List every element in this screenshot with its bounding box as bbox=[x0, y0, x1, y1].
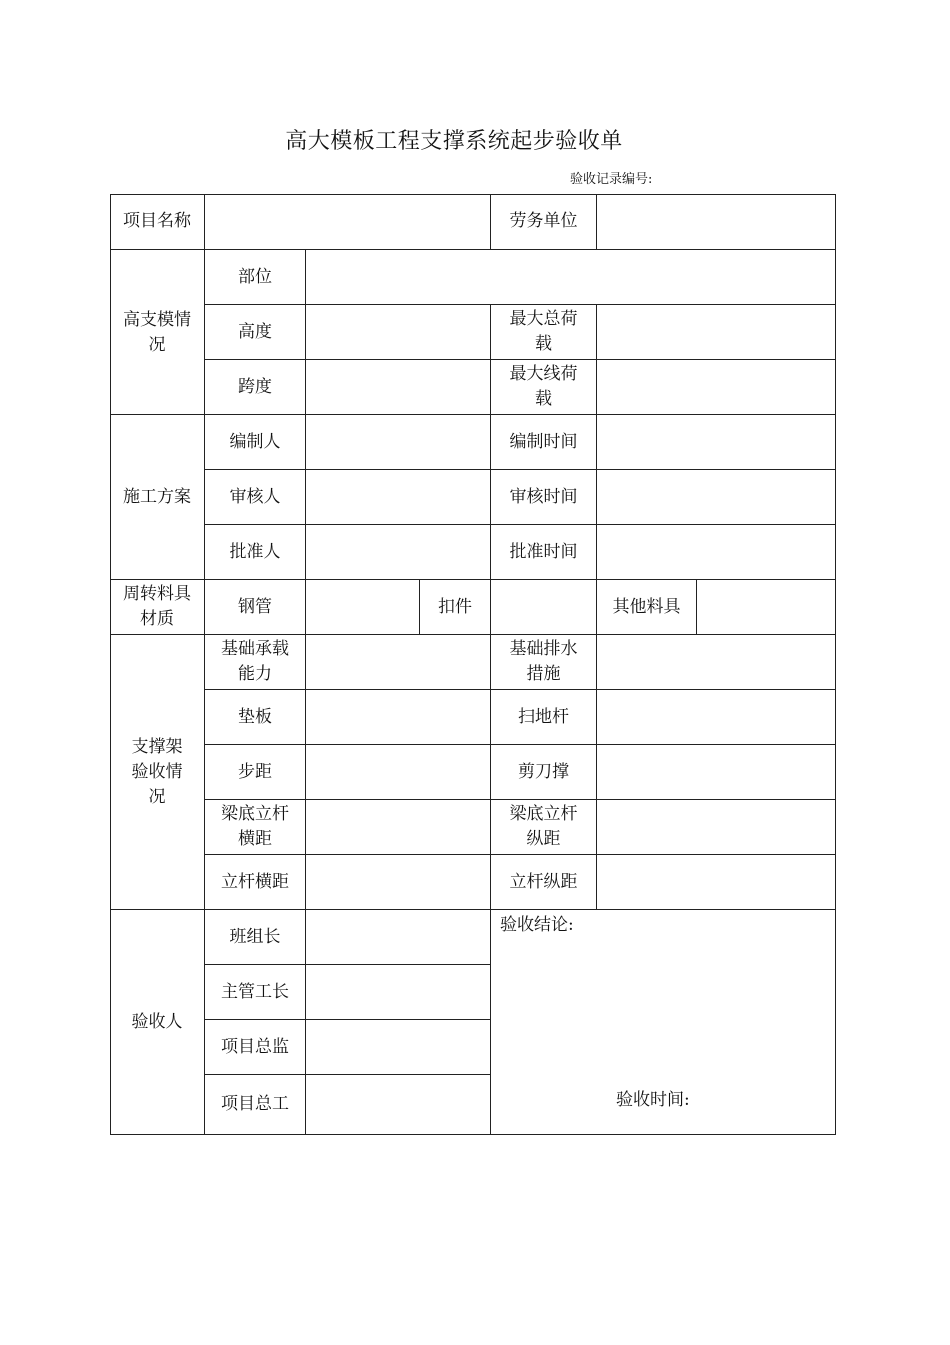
construction-plan-group-label: 施工方案 bbox=[123, 486, 191, 507]
labor-unit-field[interactable] bbox=[597, 194, 835, 249]
pole-longitudinal-field[interactable] bbox=[597, 855, 835, 909]
base-plate-label: 垫板 bbox=[238, 706, 272, 727]
project-name-label: 项目名称 bbox=[123, 211, 191, 231]
span-label: 跨度 bbox=[238, 376, 272, 397]
scissor-brace-label: 剪刀撑 bbox=[518, 761, 569, 782]
max-total-load-field[interactable] bbox=[597, 305, 835, 359]
fastener-field[interactable] bbox=[491, 580, 596, 634]
reviewer-field[interactable] bbox=[306, 470, 490, 524]
base-plate-field[interactable] bbox=[306, 690, 490, 744]
table-border-bottom bbox=[110, 1134, 836, 1135]
foundation-capacity-label: 基础承载能力 bbox=[221, 639, 289, 684]
foundation-capacity-field[interactable] bbox=[306, 635, 490, 689]
acceptance-form-table bbox=[110, 194, 836, 1135]
foreman-field[interactable] bbox=[306, 965, 490, 1019]
part-field[interactable] bbox=[306, 250, 835, 304]
chief-engineer-field[interactable] bbox=[306, 1075, 490, 1134]
acceptance-time-label: 验收时间: bbox=[616, 1090, 690, 1110]
review-time-label: 审核时间 bbox=[509, 486, 578, 507]
labor-unit-label: 劳务单位 bbox=[509, 211, 578, 231]
record-number-label: 验收记录编号: bbox=[570, 172, 653, 187]
steel-pipe-field[interactable] bbox=[306, 580, 419, 634]
foundation-drainage-label: 基础排水措施 bbox=[509, 639, 578, 684]
sweep-bar-field[interactable] bbox=[597, 690, 835, 744]
max-total-load-label: 最大总荷载 bbox=[509, 309, 578, 354]
compile-time-label: 编制时间 bbox=[509, 431, 578, 452]
pole-longitudinal-label: 立杆纵距 bbox=[509, 871, 578, 892]
approver-label: 批准人 bbox=[229, 541, 281, 562]
foundation-drainage-field[interactable] bbox=[597, 635, 835, 689]
beam-pole-transverse-field[interactable] bbox=[306, 800, 490, 854]
table-border-right bbox=[835, 194, 836, 1135]
compiler-label: 编制人 bbox=[229, 431, 281, 452]
step-distance-label: 步距 bbox=[238, 761, 272, 782]
approver-field[interactable] bbox=[306, 525, 490, 579]
other-materials-label: 其他料具 bbox=[612, 596, 681, 617]
form-title: 高大模板工程支撑系统起步验收单 bbox=[285, 129, 623, 154]
team-leader-field[interactable] bbox=[306, 910, 490, 964]
steel-pipe-label: 钢管 bbox=[238, 596, 272, 617]
fastener-label: 扣件 bbox=[438, 596, 472, 617]
approve-time-field[interactable] bbox=[597, 525, 835, 579]
sweep-bar-label: 扫地杆 bbox=[518, 706, 569, 727]
foreman-label: 主管工长 bbox=[221, 981, 289, 1002]
acceptors-group-label: 验收人 bbox=[131, 1011, 183, 1032]
project-name-field[interactable] bbox=[205, 194, 490, 249]
support-frame-group-label: 支撑架验收情况 bbox=[131, 736, 183, 807]
compiler-field[interactable] bbox=[306, 415, 490, 469]
span-field[interactable] bbox=[306, 360, 490, 414]
high-formwork-group-label: 高支模情况 bbox=[123, 309, 191, 355]
chief-supervisor-label: 项目总监 bbox=[221, 1036, 289, 1057]
part-label: 部位 bbox=[238, 266, 272, 287]
height-label: 高度 bbox=[238, 321, 272, 342]
team-leader-label: 班组长 bbox=[229, 926, 281, 947]
height-field[interactable] bbox=[306, 305, 490, 359]
materials-group-label: 周转料具材质 bbox=[123, 584, 191, 629]
approve-time-label: 批准时间 bbox=[509, 541, 578, 562]
compile-time-field[interactable] bbox=[597, 415, 835, 469]
beam-pole-longitudinal-field[interactable] bbox=[597, 800, 835, 854]
step-distance-field[interactable] bbox=[306, 745, 490, 799]
acceptance-conclusion-label: 验收结论: bbox=[500, 915, 574, 935]
other-materials-field[interactable] bbox=[697, 580, 835, 634]
pole-transverse-field[interactable] bbox=[306, 855, 490, 909]
beam-pole-transverse-label: 梁底立杆横距 bbox=[221, 804, 289, 849]
max-line-load-field[interactable] bbox=[597, 360, 835, 414]
reviewer-label: 审核人 bbox=[229, 486, 281, 507]
chief-supervisor-field[interactable] bbox=[306, 1020, 490, 1074]
beam-pole-longitudinal-label: 梁底立杆纵距 bbox=[509, 804, 578, 849]
max-line-load-label: 最大线荷载 bbox=[509, 364, 578, 409]
scissor-brace-field[interactable] bbox=[597, 745, 835, 799]
review-time-field[interactable] bbox=[597, 470, 835, 524]
pole-transverse-label: 立杆横距 bbox=[221, 871, 289, 892]
chief-engineer-label: 项目总工 bbox=[221, 1094, 289, 1114]
